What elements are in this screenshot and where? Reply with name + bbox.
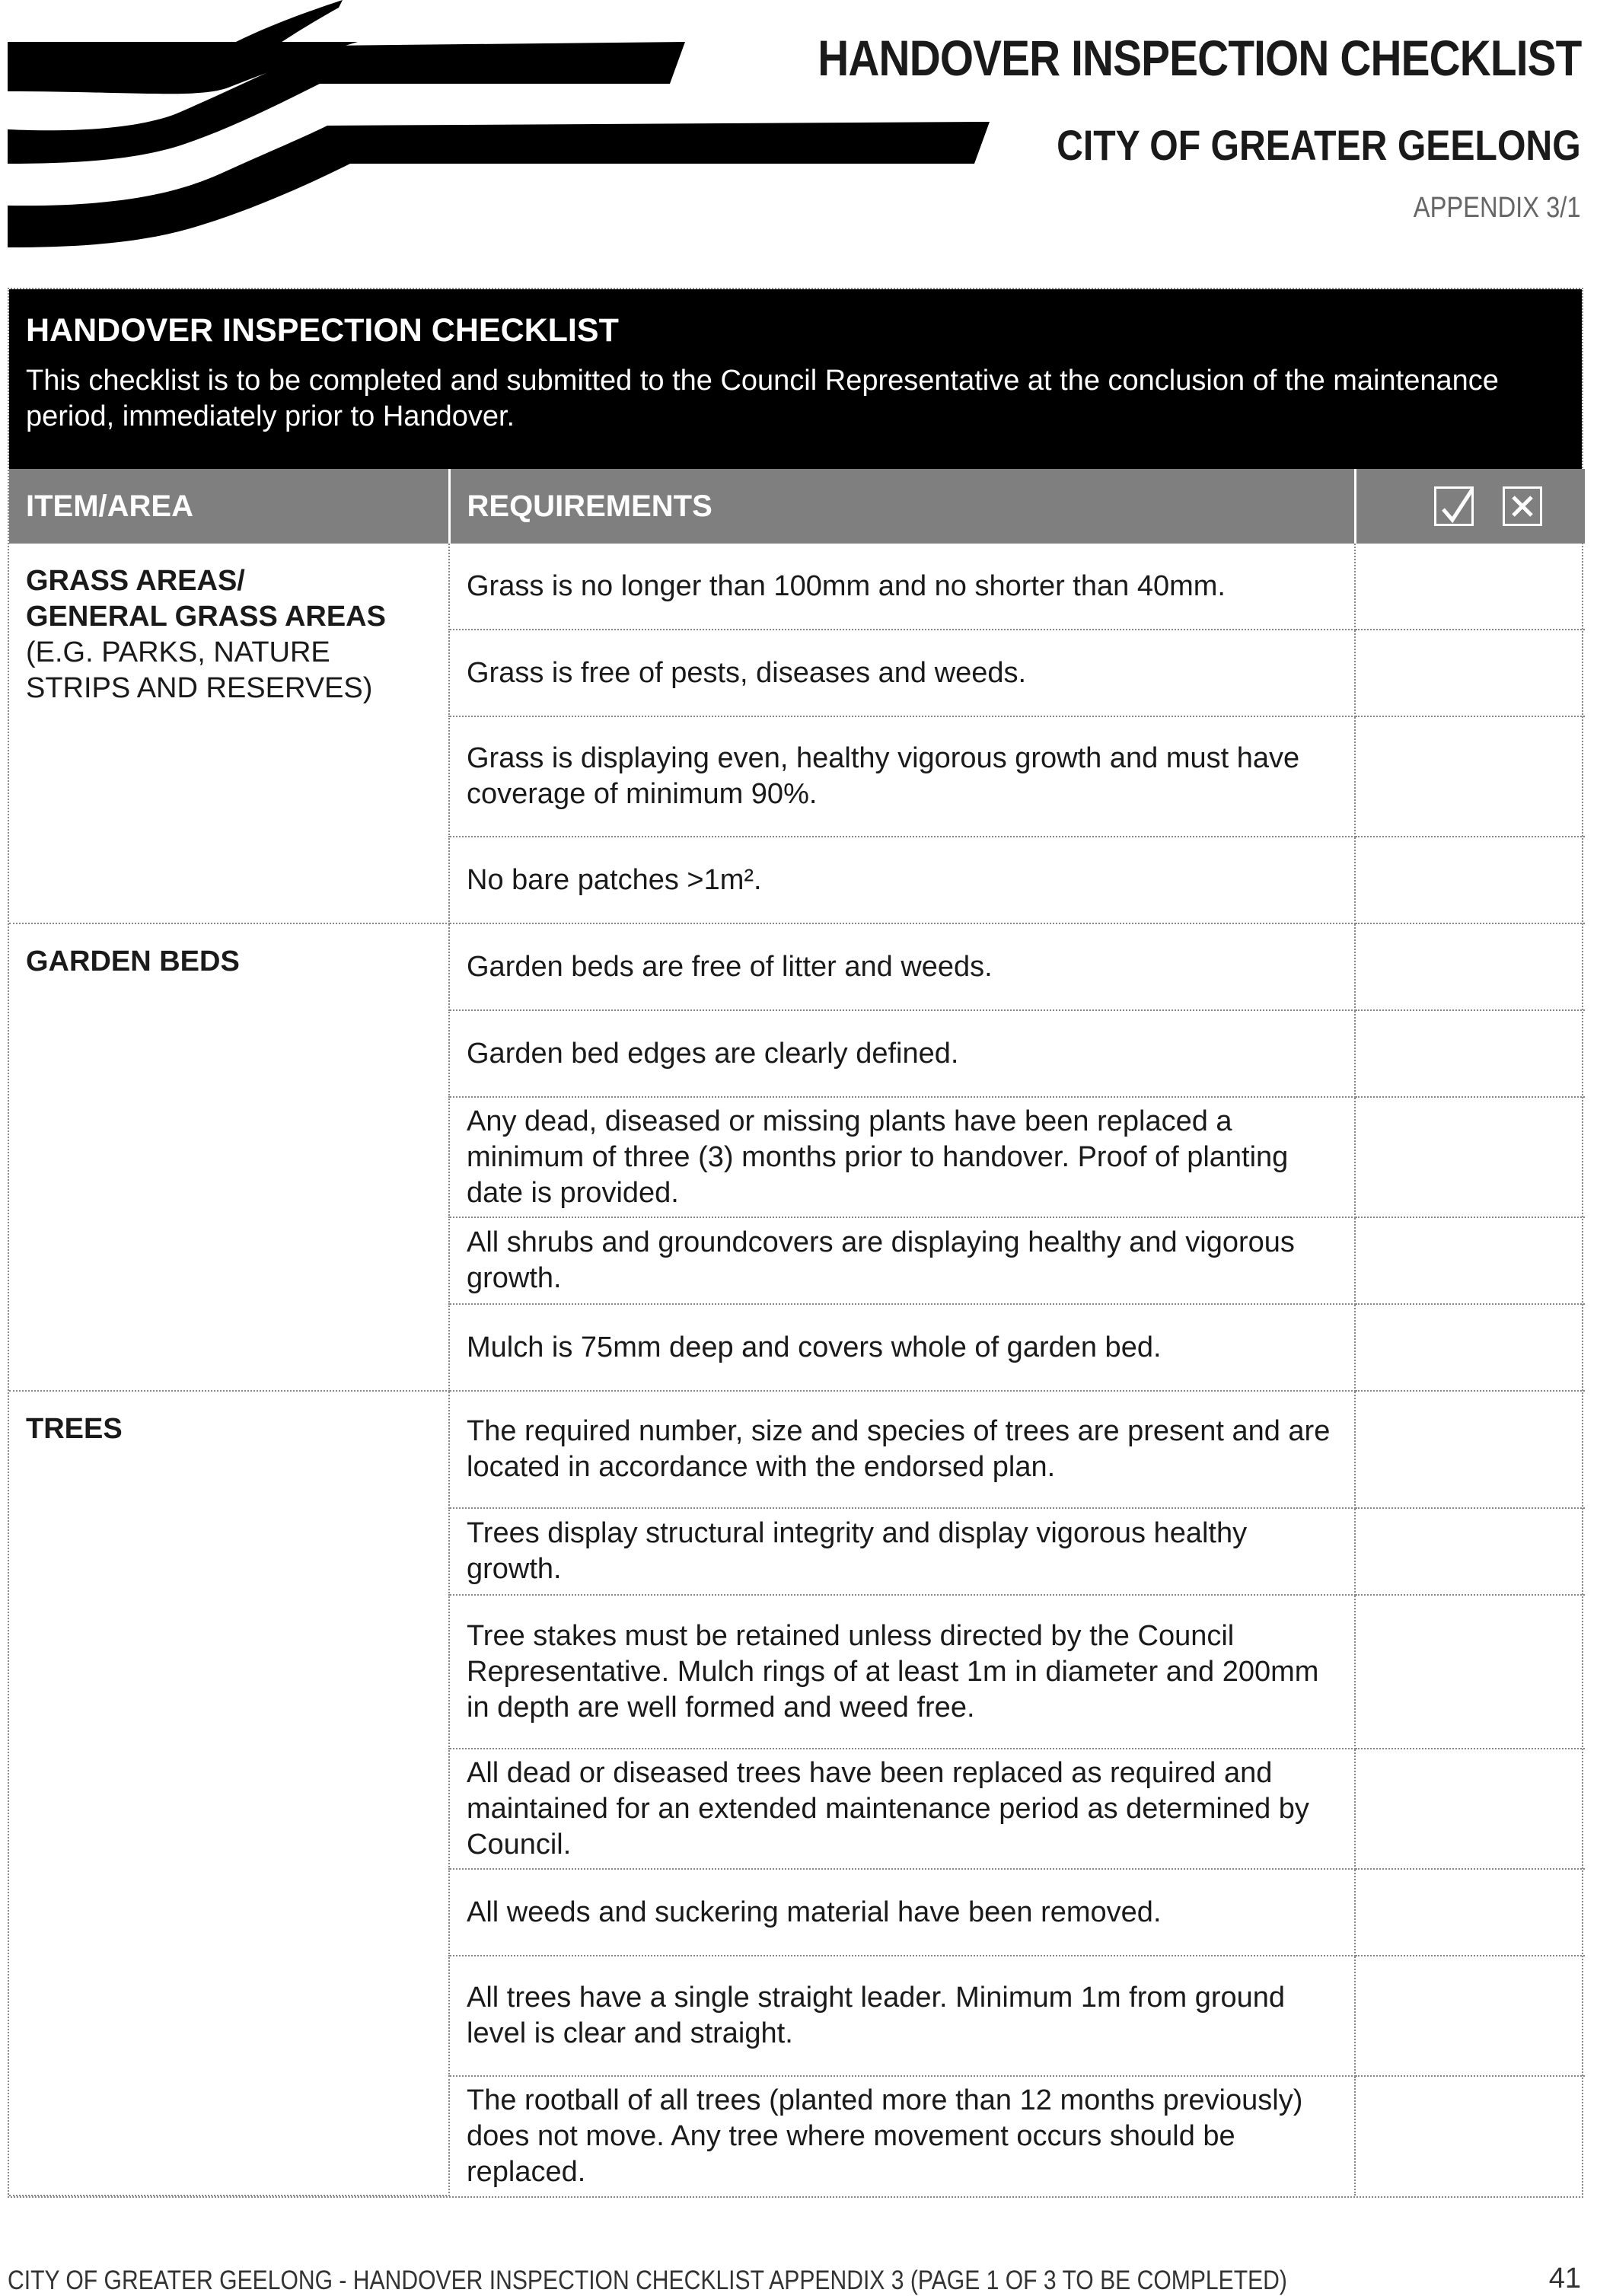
requirement-cell bbox=[449, 1391, 1355, 1508]
organisation-name: CITY OF GREATER GEELONG bbox=[1057, 121, 1581, 169]
requirement-cell bbox=[449, 1749, 1355, 1869]
checkbox-cell[interactable] bbox=[1355, 1869, 1585, 1956]
intro-box bbox=[9, 289, 1582, 469]
checklist-table bbox=[9, 469, 1585, 2196]
checkbox-cell[interactable] bbox=[1355, 1097, 1585, 1217]
column-header-requirements: REQUIREMENTS bbox=[449, 469, 1355, 544]
requirement-text: The required number, size and species of trees are present and are located in accordance with the endorsed plan. bbox=[467, 1415, 1331, 1483]
checklist-panel bbox=[8, 288, 1583, 2198]
intro-title: HANDOVER INSPECTION CHECKLIST bbox=[26, 312, 619, 349]
checkbox-cell[interactable] bbox=[1355, 2076, 1585, 2196]
checkbox-cell[interactable] bbox=[1355, 716, 1585, 837]
requirement-cell bbox=[449, 1010, 1355, 1097]
requirement-text: Mulch is 75mm deep and covers whole of garden bed. bbox=[467, 1331, 1162, 1363]
area-title: GRASS AREAS/ bbox=[26, 565, 245, 597]
requirement-cell bbox=[449, 1097, 1355, 1217]
page-number: 41 bbox=[1548, 2263, 1581, 2294]
requirement-cell bbox=[449, 1508, 1355, 1595]
cross-box-icon bbox=[1503, 486, 1542, 526]
intro-text: This checklist is to be completed and submitted to the Council Representative at the conclusion of the maintenance period, immediately prior to Handover. bbox=[26, 365, 1499, 432]
area-note: (E.G. PARKS, NATURE STRIPS AND RESERVES) bbox=[26, 636, 373, 704]
checkbox-cell[interactable] bbox=[1355, 1304, 1585, 1391]
requirement-cell bbox=[449, 1595, 1355, 1749]
checkbox-cell[interactable] bbox=[1355, 1508, 1585, 1595]
area-cell bbox=[9, 544, 449, 923]
requirement-text: The rootball of all trees (planted more than 12 months previously) does not move. Any tree where movement occurs should be replaced. bbox=[467, 2084, 1303, 2188]
requirement-text: Grass is no longer than 100mm and no shorter than 40mm. bbox=[467, 569, 1226, 602]
table-row bbox=[9, 923, 1585, 1010]
checkbox-cell[interactable] bbox=[1355, 630, 1585, 716]
checkbox-cell[interactable] bbox=[1355, 1010, 1585, 1097]
requirement-text: All trees have a single straight leader. Minimum 1m from ground level is clear and straight. bbox=[467, 1982, 1286, 2049]
checkbox-cell[interactable] bbox=[1355, 544, 1585, 630]
checkbox-cell[interactable] bbox=[1355, 1391, 1585, 1508]
requirement-cell bbox=[449, 837, 1355, 923]
requirement-cell bbox=[449, 630, 1355, 716]
table-row bbox=[9, 1391, 1585, 1508]
requirement-cell bbox=[449, 1217, 1355, 1304]
area-cell bbox=[9, 923, 449, 1391]
requirement-text: Any dead, diseased or missing plants have been replaced a minimum of three (3) months prior to handover. Proof of planting date is provided. bbox=[467, 1105, 1289, 1209]
requirement-text: Tree stakes must be retained unless directed by the Council Representative. Mulch rings of at least 1m in diameter and 200mm in depth are well formed and weed free. bbox=[467, 1619, 1319, 1724]
requirement-cell bbox=[449, 1304, 1355, 1391]
requirement-cell bbox=[449, 716, 1355, 837]
checkbox-cell[interactable] bbox=[1355, 1956, 1585, 2076]
area-title: GENERAL GRASS AREAS bbox=[26, 601, 386, 633]
requirement-text: Garden beds are free of litter and weeds. bbox=[467, 950, 993, 983]
area-cell bbox=[9, 1391, 449, 2196]
requirement-cell bbox=[449, 1869, 1355, 1956]
page-title: HANDOVER INSPECTION CHECKLIST bbox=[817, 30, 1581, 86]
checkbox-cell[interactable] bbox=[1355, 1749, 1585, 1869]
requirement-cell bbox=[449, 2076, 1355, 2196]
requirement-text: Garden bed edges are clearly defined. bbox=[467, 1037, 959, 1070]
requirement-text: No bare patches >1m². bbox=[467, 863, 762, 896]
footer-text: CITY OF GREATER GEELONG - HANDOVER INSPECTION CHECKLIST APPENDIX 3 (PAGE 1 OF 3 TO BE COMPLETED) bbox=[8, 2266, 1287, 2295]
requirement-cell bbox=[449, 544, 1355, 630]
table-header-row bbox=[9, 469, 1585, 544]
requirement-text: Grass is free of pests, diseases and weeds. bbox=[467, 656, 1027, 689]
checkbox-cell[interactable] bbox=[1355, 1595, 1585, 1749]
requirement-cell bbox=[449, 923, 1355, 1010]
appendix-label: APPENDIX 3/1 bbox=[1414, 192, 1581, 224]
requirement-text: All dead or diseased trees have been replaced as required and maintained for an extended maintenance period as determined by Council. bbox=[467, 1756, 1309, 1861]
area-title: TREES bbox=[26, 1413, 123, 1445]
tick-box-icon bbox=[1434, 486, 1474, 526]
requirement-text: Trees display structural integrity and display vigorous healthy growth. bbox=[467, 1517, 1248, 1585]
requirement-text: Grass is displaying even, healthy vigorous growth and must have coverage of minimum 90%. bbox=[467, 742, 1300, 810]
checkbox-cell[interactable] bbox=[1355, 837, 1585, 923]
checkbox-cell[interactable] bbox=[1355, 1217, 1585, 1304]
checkbox-cell[interactable] bbox=[1355, 923, 1585, 1010]
requirement-cell bbox=[449, 1956, 1355, 2076]
requirement-text: All shrubs and groundcovers are displaying healthy and vigorous growth. bbox=[467, 1226, 1295, 1294]
area-title: GARDEN BEDS bbox=[26, 946, 240, 977]
table-row bbox=[9, 544, 1585, 630]
column-header-item-area: ITEM/AREA bbox=[9, 469, 449, 544]
column-header-check bbox=[1355, 469, 1585, 544]
requirement-text: All weeds and suckering material have been removed. bbox=[467, 1896, 1162, 1928]
